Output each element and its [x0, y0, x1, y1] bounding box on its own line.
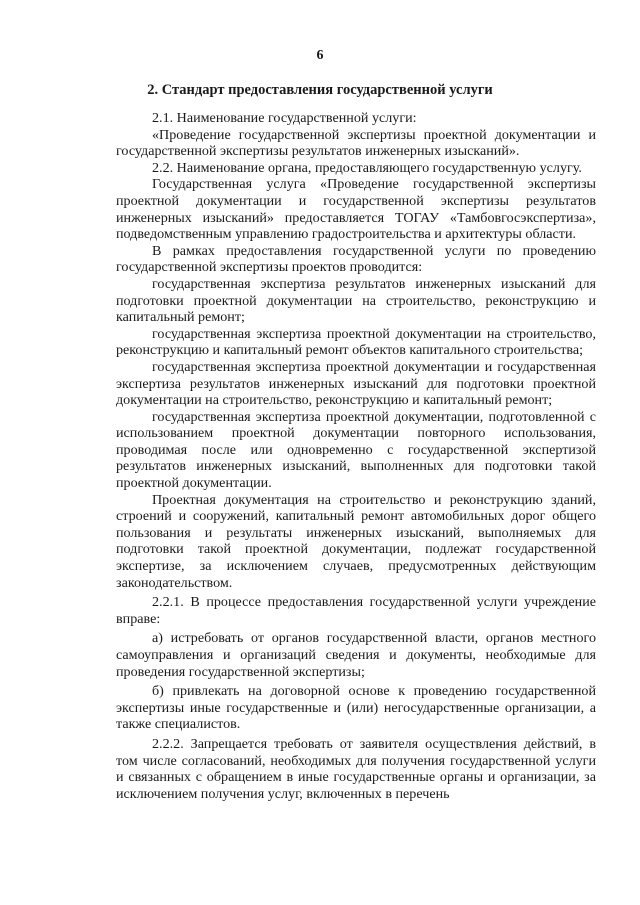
paragraph: государственная экспертиза проектной документации и государственная экспертиза результатов инженерных изысканий для подготовки проектной документации на строительство, реконструкцию и капитальный ремонт;	[116, 358, 596, 409]
paragraph: государственная экспертиза результатов инженерных изысканий для подготовки проектной документации на строительство, реконструкцию и капитальный ремонт;	[116, 275, 596, 326]
paragraph: 2.2.1. В процессе предоставления государственной услуги учреждение вправе:	[116, 594, 596, 627]
paragraph: Государственная услуга «Проведение государственной экспертизы проектной документации и государственной экспертизы результатов инженерных изысканий» предоставляется ТОГАУ «Тамбовгосэкспертиза», подведомственным управлению градостроительства и архитектуры области.	[116, 176, 596, 243]
body-text	[116, 110, 596, 802]
paragraph: Проектная документация на строительство и реконструкцию зданий, строений и сооружений, капитальный ремонт автомобильных дорог общего пользования и результаты инженерных изысканий, выполняемых для подготовки такой проектной документации, подлежат государственной экспертизе, за исключением случаев, предусмотренных действующим законодательством.	[116, 491, 596, 591]
paragraph: 2.2.2. Запрещается требовать от заявителя осуществления действий, в том числе согласований, необходимых для получения государственной услуги и связанных с обращением в иные государственные органы и организации, за исключением получения услуг, включенных в перечень	[116, 735, 596, 802]
paragraph: б) привлекать на договорной основе к проведению государственной экспертизы иные государственные и (или) негосударственные организации, а также специалистов.	[116, 683, 596, 733]
page-number: 6	[316, 48, 324, 63]
paragraph: государственная экспертиза проектной документации на строительство, реконструкцию и капитальный ремонт объектов капитального строительства;	[116, 325, 596, 359]
paragraph: В рамках предоставления государственной услуги по проведению государственной экспертизы проектов проводится:	[116, 242, 596, 276]
paragraph: государственная экспертиза проектной документации, подготовленной с использованием проектной документации повторного использования, проводимая после или одновременно с государственной экспертизой результатов инженерных изысканий, выполненных для подготовки такой проектной документации.	[116, 408, 596, 492]
section-heading: 2. Стандарт предоставления государственной услуги	[147, 82, 493, 98]
paragraph: 2.2. Наименование органа, предоставляющего государственную услугу.	[152, 159, 582, 176]
paragraph: 2.1. Наименование государственной услуги:	[152, 110, 417, 126]
paragraph: а) истребовать от органов государственной власти, органов местного самоуправления и организаций сведения и документы, необходимые для проведения государственной экспертизы;	[116, 630, 596, 680]
paragraph: «Проведение государственной экспертизы проектной документации и государственной экспертизы результатов инженерных изысканий».	[116, 126, 596, 160]
